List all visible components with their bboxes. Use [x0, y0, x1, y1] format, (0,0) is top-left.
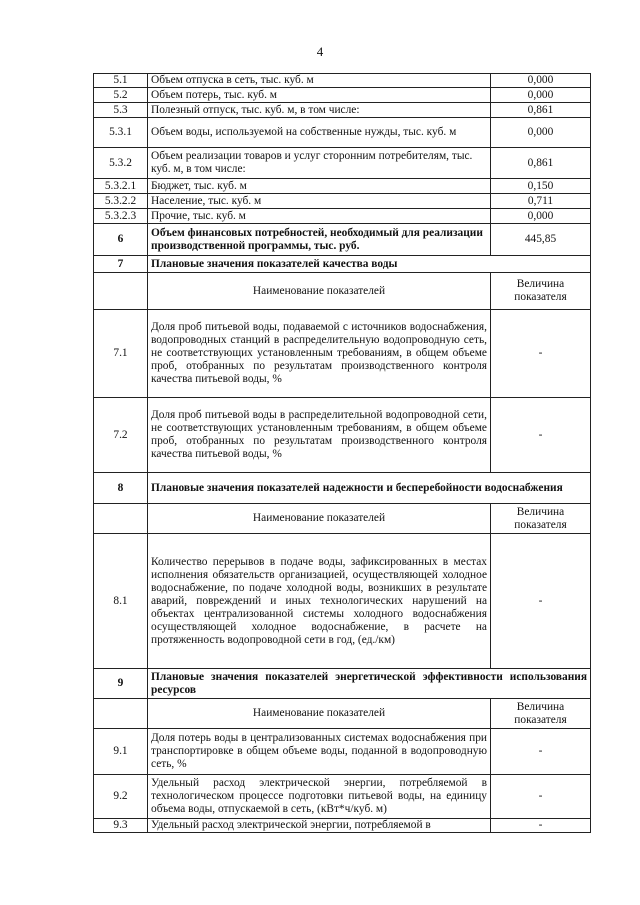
row-text: Удельный расход электрической энергии, потребляемой в технологическом процессе подготовки питьевой воды, на единицу объема воды, отпускаемой в сеть, (кВт*ч/куб. м): [148, 775, 491, 819]
row-text: Объем реализации товаров и услуг сторонним потребителям, тыс. куб. м, в том числе:: [148, 148, 491, 179]
row-value: 445,85: [491, 224, 591, 256]
page-number: 4: [316, 44, 324, 59]
empty-cell: [94, 504, 148, 534]
row-value: -: [491, 819, 591, 833]
empty-cell: [94, 699, 148, 729]
header-name: Наименование показателей: [148, 699, 491, 729]
table-row: [94, 224, 591, 256]
header-name: Наименование показателей: [148, 504, 491, 534]
table-row: [94, 534, 591, 669]
row-number: 5.3: [94, 103, 148, 118]
row-value: -: [491, 534, 591, 669]
header-value: Величина показателя: [491, 273, 591, 310]
row-number: 8.1: [94, 534, 148, 669]
section-row: [94, 473, 591, 504]
row-text: Доля потерь воды в централизованных системах водоснабжения при транспортировке в общем объеме воды, поданной в водопроводную сеть, %: [148, 729, 491, 775]
row-text: Полезный отпуск, тыс. куб. м, в том числе:: [148, 103, 491, 118]
table-row: [94, 819, 591, 833]
row-text: Объем отпуска в сеть, тыс. куб. м: [148, 74, 491, 88]
section-title: Плановые значения показателей энергетической эффективности использования ресурсов: [148, 669, 591, 699]
row-value: 0,000: [491, 118, 591, 148]
table-row: [94, 209, 591, 224]
table-row: [94, 398, 591, 473]
row-text: Доля проб питьевой воды, подаваемой с источников водоснабжения, водопроводных станций в распределительную водопроводную сеть, не соответствующих установленным требованиям, в общем объеме проб, отобранных по результатам производственного контроля качества питьевой воды, %: [148, 310, 491, 398]
row-number: 5.3.2.3: [94, 209, 148, 224]
table-row: [94, 88, 591, 103]
row-number: 5.3.1: [94, 118, 148, 148]
table-row: [94, 179, 591, 194]
row-value: 0,000: [491, 88, 591, 103]
row-text: Доля проб питьевой воды в распределительной водопроводной сети, не соответствующих установленным требованиям, в общем объеме проб, отобранных по результатам производственного контроля качества питьевой воды, %: [148, 398, 491, 473]
row-text: Население, тыс. куб. м: [148, 194, 491, 209]
header-row: [94, 273, 591, 310]
section-title: Плановые значения показателей качества воды: [148, 256, 591, 273]
row-value: 0,711: [491, 194, 591, 209]
empty-cell: [94, 273, 148, 310]
row-number: 5.3.2.2: [94, 194, 148, 209]
row-text: Удельный расход электрической энергии, потребляемой в: [148, 819, 491, 833]
row-number: 9.1: [94, 729, 148, 775]
table-row: [94, 118, 591, 148]
table-row: [94, 729, 591, 775]
section-row: [94, 669, 591, 699]
row-number: 9.2: [94, 775, 148, 819]
row-text: Объем финансовых потребностей, необходимый для реализации производственной программы, тыс. руб.: [148, 224, 491, 256]
row-value: -: [491, 398, 591, 473]
row-text: Прочие, тыс. куб. м: [148, 209, 491, 224]
row-text: Количество перерывов в подаче воды, зафиксированных в местах исполнения обязательств организацией, осуществляющей холодное водоснабжение, по подаче холодной воды, возникших в результате аварий, повреждений и иных технологических нарушений на объектах централизованной системы холодного водоснабжения осуществляющей холодное водоснабжение, в расчете на протяженность водопроводной сети в год, (ед./км): [148, 534, 491, 669]
row-value: 0,000: [491, 209, 591, 224]
row-text: Бюджет, тыс. куб. м: [148, 179, 491, 194]
table-row: [94, 310, 591, 398]
header-value: Величина показателя: [491, 699, 591, 729]
row-number: 5.1: [94, 74, 148, 88]
row-number: 9.3: [94, 819, 148, 833]
row-text: Объем потерь, тыс. куб. м: [148, 88, 491, 103]
row-text: Объем воды, используемой на собственные нужды, тыс. куб. м: [148, 118, 491, 148]
section-title: Плановые значения показателей надежности и бесперебойности водоснабжения: [148, 473, 591, 504]
row-value: -: [491, 310, 591, 398]
row-value: 0,861: [491, 103, 591, 118]
section-number: 9: [94, 669, 148, 699]
row-value: 0,150: [491, 179, 591, 194]
production-program-table: [93, 73, 591, 833]
row-number: 6: [94, 224, 148, 256]
row-number: 5.3.2: [94, 148, 148, 179]
header-row: [94, 699, 591, 729]
section-row: [94, 256, 591, 273]
row-number: 5.2: [94, 88, 148, 103]
row-value: -: [491, 775, 591, 819]
section-number: 7: [94, 256, 148, 273]
row-number: 5.3.2.1: [94, 179, 148, 194]
table-row: [94, 775, 591, 819]
row-value: -: [491, 729, 591, 775]
row-value: 0,861: [491, 148, 591, 179]
section-number: 8: [94, 473, 148, 504]
header-name: Наименование показателей: [148, 273, 491, 310]
table-row: [94, 148, 591, 179]
row-number: 7.1: [94, 310, 148, 398]
row-number: 7.2: [94, 398, 148, 473]
table-row: [94, 74, 591, 88]
table-row: [94, 194, 591, 209]
table-row: [94, 103, 591, 118]
header-row: [94, 504, 591, 534]
header-value: Величина показателя: [491, 504, 591, 534]
row-value: 0,000: [491, 74, 591, 88]
